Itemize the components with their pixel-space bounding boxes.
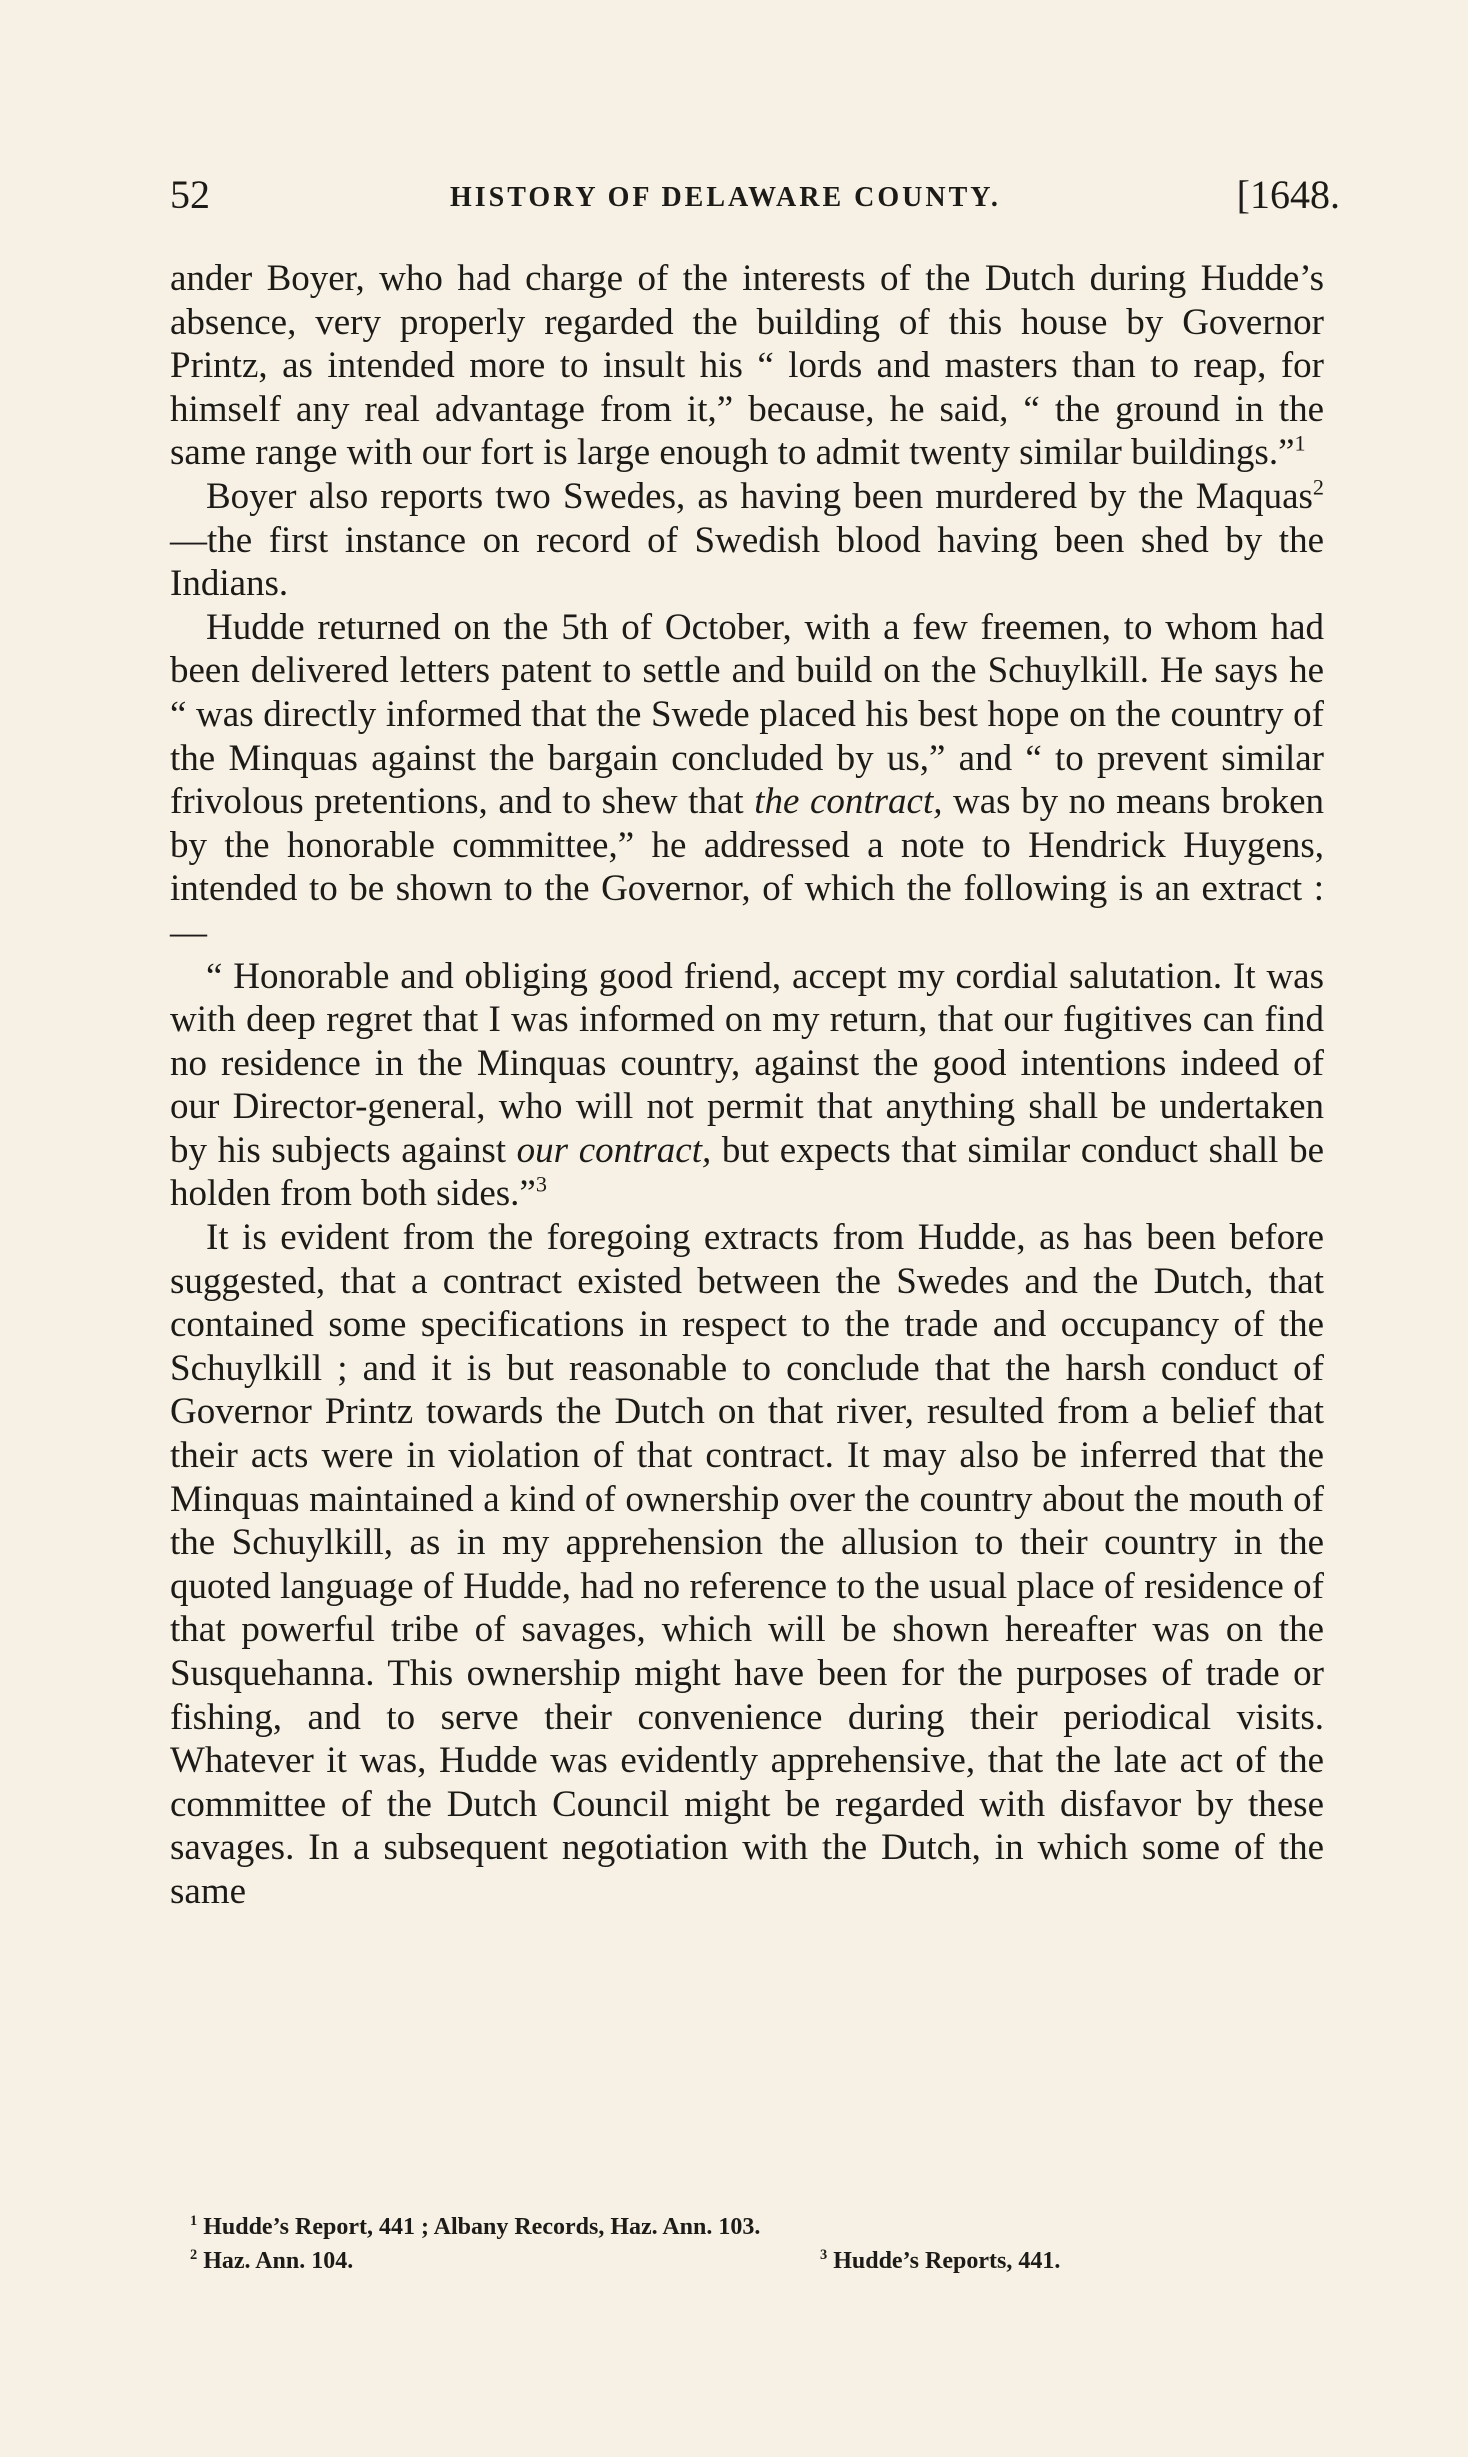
footnote-row (190, 2244, 1190, 2278)
paragraph-text: was by no means broken by the honorable committee,” he addressed a note to Hendrick Huygens, intended to be shown to the Governor, of which the following is an extract :— (170, 781, 1324, 953)
paragraph-hudde-returned (170, 606, 1324, 955)
paragraph-evident (170, 1216, 1324, 1914)
italic-text: the contract, (754, 781, 943, 823)
footnote-mark: 2 (190, 2247, 198, 2263)
footnote-mark: 1 (190, 2213, 198, 2229)
footnote-mark: 3 (820, 2247, 828, 2263)
running-title: HISTORY OF DELAWARE COUNTY. (450, 182, 1001, 213)
paragraph-text: but expects that similar conduct shall be holden from both sides.” (170, 1129, 1324, 1215)
footnote-ref: 3 (535, 1172, 547, 1198)
paragraph-text: “ Honorable and obliging good friend, accept my cordial salutation. It was with deep regret that I was informed on my return, that our fugitives can find no residence in the Minquas country, against the good intentions indeed of our Director-general, who will not permit that anything shall be undertaken by his subjects against (170, 955, 1324, 1171)
paragraph-text: Hudde returned on the 5th of October, with a few freemen, to whom had been delivered letters patent to settle and build on the Schuylkill. He says he “ was directly informed that the Swede placed his best hope on the country of the Minquas against the bargain concluded by us,” and “ to prevent similar frivolous pretentions, and to shew that (170, 606, 1324, 823)
footnote-text: Hudde’s Reports, 441. (827, 2248, 1061, 2274)
footnote-2 (190, 2248, 353, 2274)
page-number: 52 (170, 172, 210, 217)
running-date: [1648. (1236, 172, 1340, 217)
footnote-ref: 2 (1312, 474, 1324, 500)
footnote-text: Haz. Ann. 104. (197, 2248, 354, 2274)
italic-text: our contract, (516, 1129, 712, 1171)
footnote-text: Hudde’s Report, 441 ; Albany Records, Haz. Ann. 103. (197, 2214, 761, 2240)
paragraph-text: ander Boyer, who had charge of the interests of the Dutch during Hudde’s absence, very properly regarded the building of this house by Governor Printz, as intended more to insult his “ lords and masters than to reap, for himself any real advantage from it,” because, he said, “ the ground in the same range with our fort is large enough to admit twenty similar buildings.” (170, 258, 1324, 474)
paragraph-text: It is evident from the foregoing extracts from Hudde, as has been before suggested, that a contract existed between the Swedes and the Dutch, that contained some specifications in respect to the trade and occupancy of the Schuylkill ; and it is but reasonable to conclude that the harsh conduct of Governor Printz towards the Dutch on that river, resulted from a belief that their acts were in violation of that contract. It may also be inferred that the Minquas maintained a kind of ownership over the country about the mouth of the Schuylkill, as in my apprehension the allusion to their country in the quoted language of Hudde, had no reference to the usual place of residence of that powerful tribe of savages, which will be shown hereafter was on the Susquehanna. This ownership might have been for the purposes of trade or fishing, and to serve their convenience during their periodical visits. Whatever it was, Hudde was evidently apprehensive, that the late act of the committee of the Dutch Council might be regarded with disfavor by these savages. In a subsequent negotiation with the Dutch, in which some of the same (170, 1217, 1324, 1912)
paragraph-text: —the first instance on record of Swedish blood having been shed by the Indians. (170, 519, 1324, 605)
paragraph-text: Boyer also reports two Swedes, as having been murdered by the Maquas (206, 475, 1313, 517)
footnotes (190, 2210, 1190, 2278)
running-head (170, 170, 1340, 220)
paragraph-boyer (170, 475, 1324, 606)
paragraph-continuation (170, 257, 1324, 475)
footnote-1 (190, 2210, 1190, 2244)
body-text (170, 257, 1324, 1914)
footnote-ref: 1 (1294, 431, 1306, 457)
footnote-3 (820, 2244, 1060, 2278)
paragraph-letter (170, 955, 1324, 1217)
